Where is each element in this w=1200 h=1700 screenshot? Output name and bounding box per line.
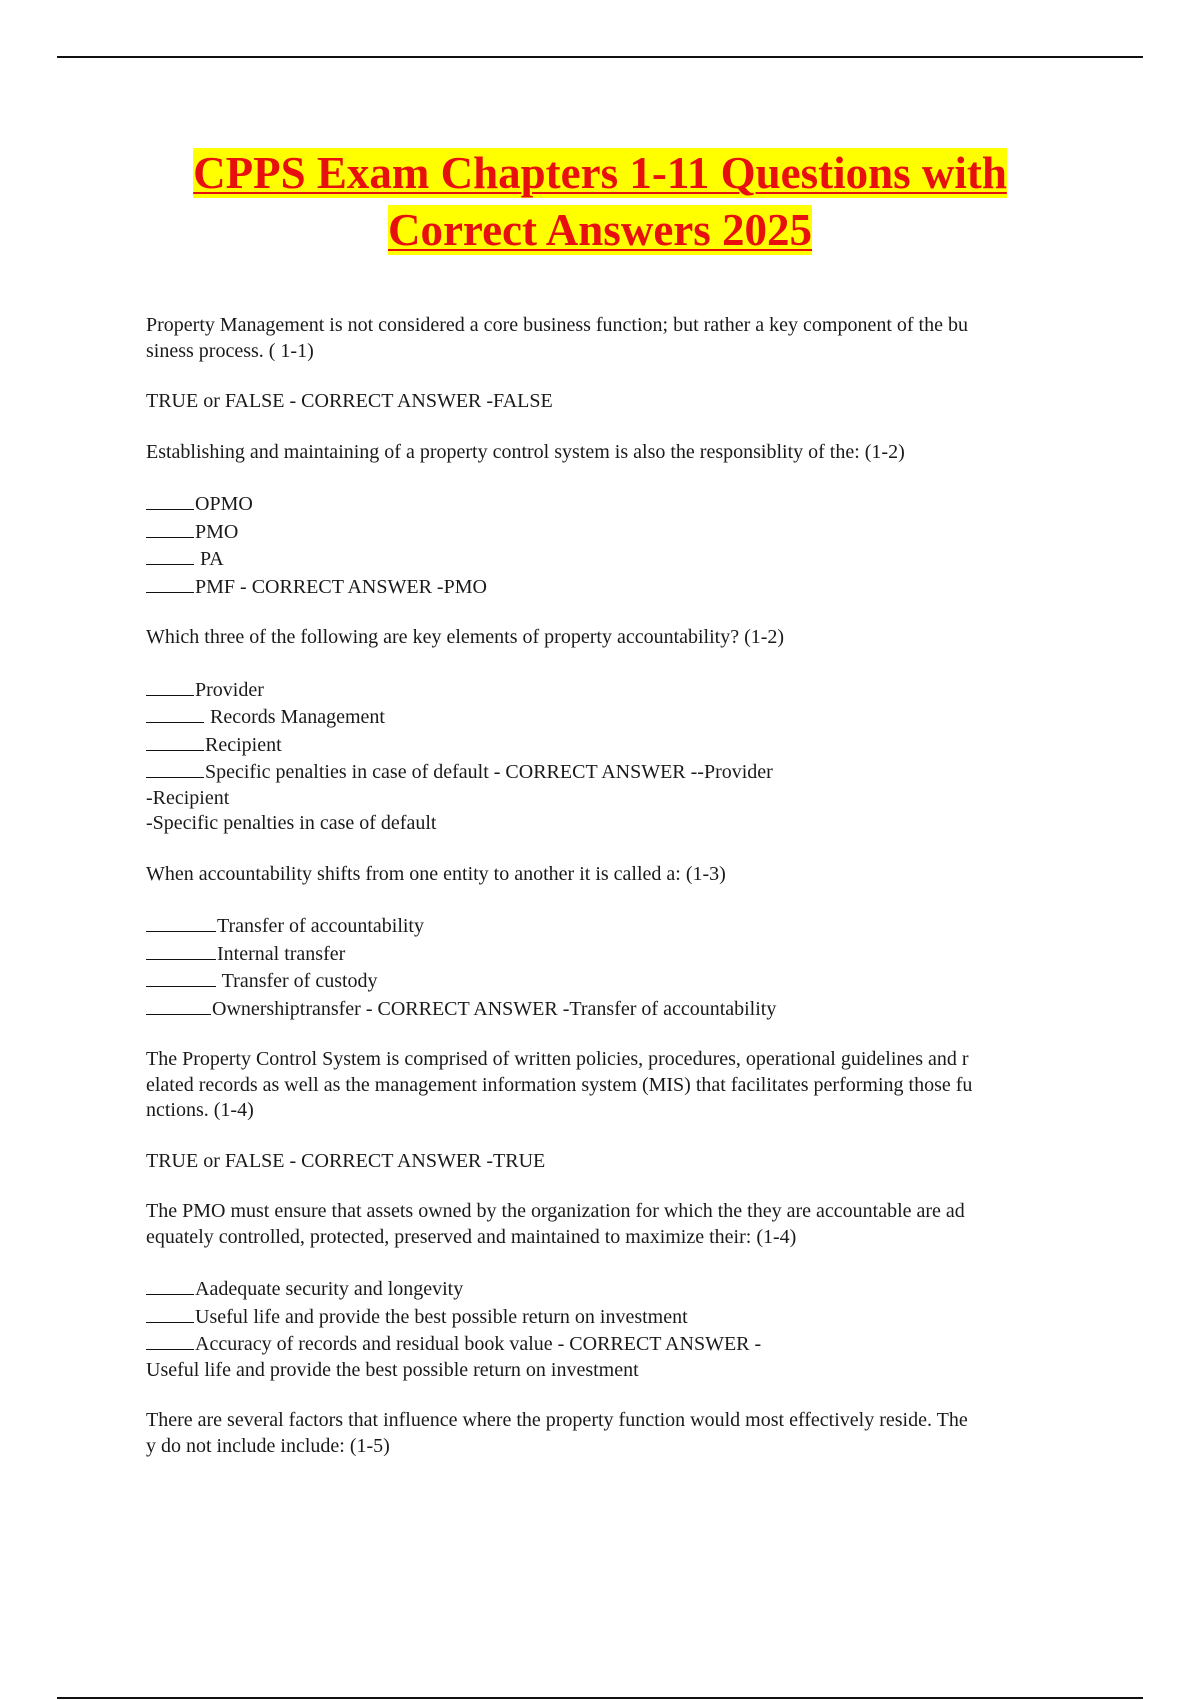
- option-list: [146, 1275, 1076, 1383]
- question-text: Which three of the following are key elements of property accountability? (1-2): [146, 626, 785, 648]
- option-item: [146, 967, 1076, 995]
- answer-continuation: -Recipient: [146, 786, 230, 809]
- option-item: [146, 573, 1076, 601]
- answer-continuation: Useful life and provide the best possible return on investment: [146, 1358, 639, 1381]
- answer-continuation: -Specific penalties in case of default: [146, 812, 437, 834]
- option-item: [146, 1330, 1076, 1358]
- option-list: [146, 912, 1076, 1022]
- option-item: [146, 995, 1076, 1023]
- option-label: Transfer of accountability: [217, 915, 424, 937]
- answer-blank: [146, 967, 216, 987]
- question-text: Establishing and maintaining of a property control system is also the responsiblity of the: (1-2): [146, 440, 905, 463]
- option-label: PA: [195, 548, 224, 570]
- option-item: [146, 758, 1076, 786]
- option-label: PMF - CORRECT ANSWER -PMO: [195, 575, 487, 598]
- title-line-2: Correct Answers 2025: [387, 205, 813, 255]
- answer-blank: [146, 995, 211, 1015]
- document-body: [146, 313, 1076, 1484]
- option-label: Accuracy of records and residual book value - CORRECT ANSWER -: [195, 1333, 762, 1355]
- option-label: Useful life and provide the best possible return on investment: [195, 1305, 688, 1328]
- title-line-1: CPPS Exam Chapters 1-11 Questions with: [193, 148, 1007, 198]
- answer-blank: [146, 676, 194, 696]
- option-item: [146, 1275, 1076, 1303]
- option-item: [146, 490, 1076, 518]
- option-label: Records Management: [205, 706, 385, 728]
- option-label: OPMO: [195, 493, 253, 515]
- answer-blank: [146, 1275, 194, 1295]
- option-item: [146, 518, 1076, 546]
- top-rule: [57, 56, 1143, 58]
- option-label: Transfer of custody: [217, 970, 378, 992]
- answer-blank: [146, 912, 216, 932]
- option-item: [146, 940, 1076, 968]
- option-label: Specific penalties in case of default - CORRECT ANSWER --Provider: [205, 761, 773, 783]
- option-list: [146, 676, 1076, 837]
- answer-blank: [146, 731, 204, 751]
- question-answer: TRUE or FALSE - CORRECT ANSWER -FALSE: [146, 390, 553, 412]
- answer-blank: [146, 940, 216, 960]
- answer-blank: [146, 490, 194, 510]
- question-text: There are several factors that influence where the property function would most effectively reside. The y do not include include: (1-5): [146, 1409, 968, 1457]
- option-label: PMO: [195, 520, 239, 543]
- question-text: The PMO must ensure that assets owned by the organization for which the they are accountable are ad equately controlled, protected, preserved and maintained to maximize their: (1-4): [146, 1200, 965, 1248]
- option-item: [146, 912, 1076, 940]
- option-item: [146, 731, 1076, 759]
- option-label: Ownershiptransfer - CORRECT ANSWER -Transfer of accountability: [212, 997, 777, 1020]
- question-text: The Property Control System is comprised of written policies, procedures, operational guidelines and r elated records as well as the management information system (MIS) that facilitates performing those fu nctions. (1-4): [146, 1048, 973, 1121]
- document-title: [57, 145, 1143, 259]
- option-item: [146, 1303, 1076, 1331]
- question-text: When accountability shifts from one entity to another it is called a: (1-3): [146, 862, 726, 885]
- option-label: Provider: [195, 678, 264, 701]
- answer-blank: [146, 1330, 194, 1350]
- answer-blank: [146, 703, 204, 723]
- option-item: [146, 676, 1076, 704]
- answer-blank: [146, 573, 194, 593]
- bottom-rule: [57, 1697, 1143, 1699]
- option-label: Aadequate security and longevity: [195, 1278, 464, 1300]
- option-list: [146, 490, 1076, 600]
- option-label: Recipient: [205, 733, 282, 756]
- option-item: [146, 703, 1076, 731]
- question-answer: TRUE or FALSE - CORRECT ANSWER -TRUE: [146, 1149, 546, 1172]
- answer-blank: [146, 518, 194, 538]
- option-item: [146, 545, 1076, 573]
- answer-blank: [146, 1303, 194, 1323]
- question-text: Property Management is not considered a core business function; but rather a key component of the bu siness process. ( 1-1): [146, 314, 968, 362]
- answer-blank: [146, 758, 204, 778]
- option-label: Internal transfer: [217, 942, 346, 965]
- answer-blank: [146, 545, 194, 565]
